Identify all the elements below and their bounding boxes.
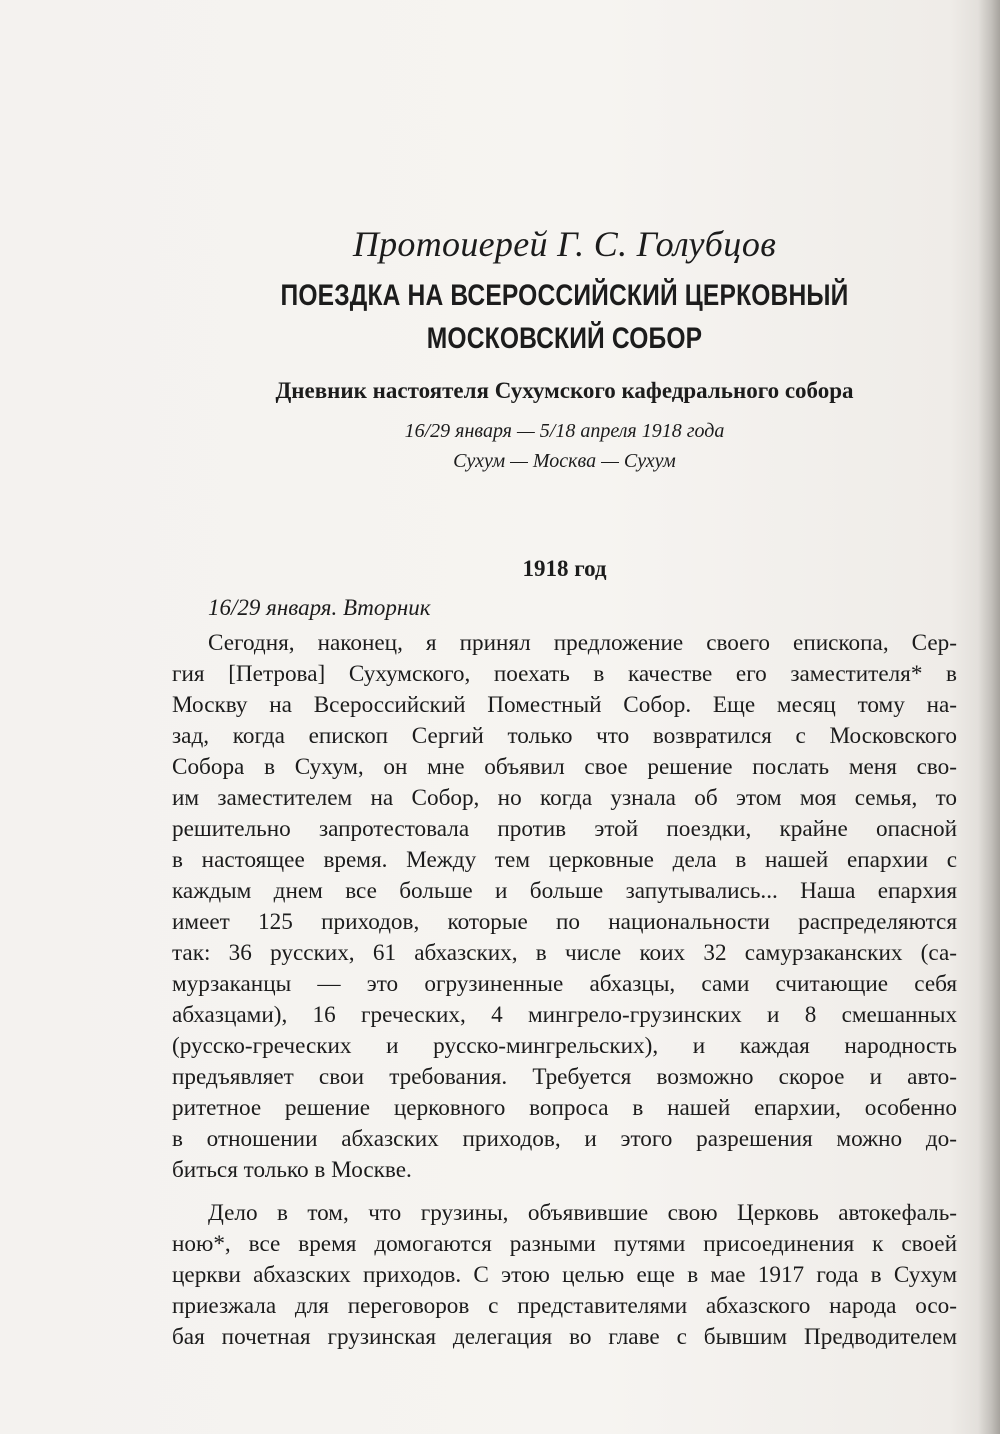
text-line: решительно запротестовала против этой поездки, крайне опасной — [172, 816, 957, 842]
subtitle: Дневник настоятеля Сухумского кафедрального собора — [275, 378, 854, 403]
article-title — [172, 274, 957, 360]
travel-route: Сухум — Москва — Сухум — [453, 450, 676, 472]
text-line: приезжала для переговоров с представителями абхазского народа осо- — [172, 1293, 957, 1319]
text-line: так: 36 русских, 61 абхазских, в числе коих 32 самурзаканских (са- — [172, 940, 957, 966]
text-line: гия [Петрова] Сухумского, поехать в качестве его заместителя* в — [172, 661, 957, 687]
book-spine-shadow — [978, 0, 1000, 1434]
text-line: имеет 125 приходов, которые по национальности распределяются — [172, 909, 957, 935]
text-line: зад, когда епископ Сергий только что возвратился с Московского — [172, 723, 957, 749]
paragraph-1 — [172, 628, 957, 1186]
author-name: Протоиерей Г. С. Голубцов — [352, 224, 777, 264]
text-line: Москву на Всероссийский Поместный Собор. Еще месяц тому на- — [172, 692, 957, 718]
title-line-1: ПОЕЗДКА НА ВСЕРОССИЙСКИЙ ЦЕРКОВНЫЙ — [280, 279, 849, 312]
text-line: биться только в Москве. — [172, 1157, 412, 1183]
paragraph-2 — [172, 1198, 957, 1353]
text-line: в отношении абхазских приходов, и этого разрешения можно до- — [172, 1126, 957, 1152]
text-line: абхазцами), 16 греческих, 4 мингрело-грузинских и 8 смешанных — [172, 1002, 957, 1028]
date-range: 16/29 января — 5/18 апреля 1918 года — [404, 420, 725, 442]
text-line: (русско-греческих и русско-мингрельских), и каждая народность — [172, 1033, 957, 1059]
text-line: предъявляет свои требования. Требуется возможно скорое и авто- — [172, 1064, 957, 1090]
text-line: ною*, все время домогаются разными путями присоединения к своей — [172, 1231, 957, 1257]
diary-entry-heading: 16/29 января. Вторник — [208, 595, 431, 620]
text-line: в настоящее время. Между тем церковные дела в нашей епархии с — [172, 847, 957, 873]
title-line-2: МОСКОВСКИЙ СОБОР — [426, 322, 703, 355]
page-content — [172, 222, 957, 1353]
text-line: им заместителем на Собор, но когда узнала об этом моя семья, то — [172, 785, 957, 811]
text-line: ритетное решение церковного вопроса в нашей епархии, особенно — [172, 1095, 957, 1121]
text-line: мурзаканцы — это огрузиненные абхазцы, сами считающие себя — [172, 971, 957, 997]
text-line: каждым днем все больше и больше запутывались... Наша епархия — [172, 878, 957, 904]
text-line: Дело в том, что грузины, объявившие свою Церковь автокефаль- — [208, 1200, 957, 1226]
text-line: церкви абхазских приходов. С этою целью еще в мае 1917 года в Сухум — [172, 1262, 957, 1288]
year-heading: 1918 год — [522, 556, 607, 581]
text-line: Собора в Сухум, он мне объявил свое решение послать меня сво- — [172, 754, 957, 780]
text-line: Сегодня, наконец, я принял предложение своего епископа, Сер- — [208, 630, 957, 656]
text-line: бая почетная грузинская делегация во главе с бывшим Предводителем — [172, 1324, 957, 1350]
